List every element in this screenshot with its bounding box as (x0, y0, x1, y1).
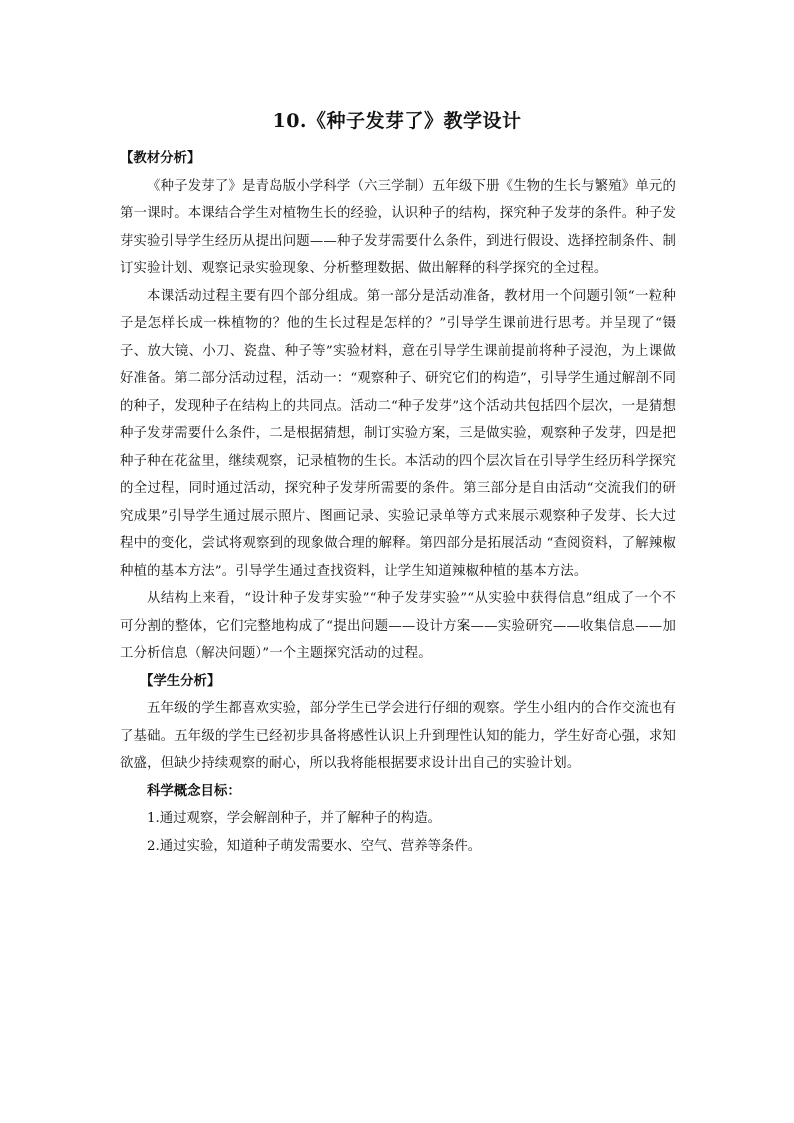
document-body (120, 145, 676, 860)
section-heading-student-analysis: 【学生分析】 (140, 672, 221, 689)
section-heading-textbook-analysis: 【教材分析】 (120, 150, 201, 166)
paragraph-textbook-2: 本课活动过程主要有四个部分组成。第一部分是活动准备，教材用一个问题引领“一粒种子是怎样长成一株植物的？他的生长过程是怎样的？”引导学生课前进行思考。并呈现了“镊子、放大镜、小刀、瓷盘、种子等”实验材料，意在引导学生课前提前将种子浸泡，为上课做好准备。第二部分活动过程，活动一：“观察种子、研究它们的构造”，引导学生通过解剖不同的种子，发现种子在结构上的共同点。活动二“种子发芽”这个活动共包括四个层次，一是猜想种子发芽需要什么条件，二是根据猜想，制订实验方案，三是做实验，观察种子发芽，四是把种子种在花盆里，继续观察，记录植物的生长。本活动的四个层次旨在引导学生经历科学探究的全过程，同时通过活动，探究种子发芽所需要的条件。第三部分是自由活动“交流我们的研究成果”引导学生通过展示照片、图画记录、实验记录单等方式来展示观察种子发芽、长大过程中的变化，尝试将观察到的现象做合理的解释。第四部分是拓展活动 “查阅资料，了解辣椒种植的基本方法”。引导学生通过查找资料，让学生知道辣椒种植的基本方法。 (120, 288, 676, 579)
goal-item-1: 1.通过观察，学会解剖种子，并了解种子的构造。 (147, 811, 441, 826)
goal-item-2: 2.通过实验，知道种子萌发需要水、空气、营养等条件。 (147, 838, 482, 854)
paragraph-students-1: 五年级的学生都喜欢实验，部分学生已学会进行仔细的观察。学生小组内的合作交流也有了基础。五年级的学生已经初步具备将感性认识上升到理性认知的能力，学生好奇心强，求知欲盛，但缺少持续观察的耐心，所以我将能根据要求设计出自己的实验计划。 (120, 701, 676, 771)
section-heading-science-concept-goals: 科学概念目标： (147, 782, 241, 799)
paragraph-textbook-1: 《种子发芽了》是青岛版小学科学（六三学制）五年级下册《生物的生长与繁殖》单元的第一课时。本课结合学生对植物生长的经验，认识种子的结构，探究种子发芽的条件。种子发芽实验引导学生经历从提出问题——种子发芽需要什么条件，到进行假设、选择控制条件、制订实验计划、观察记录实验现象、分析整理数据、做出解释的科学探究的全过程。 (120, 178, 676, 276)
paragraph-textbook-3: 从结构上来看，“设计种子发芽实验”“种子发芽实验”“从实验中获得信息”组成了一个不可分割的整体，它们完整地构成了“提出问题——设计方案——实验研究——收集信息——加工分析信息（解决问题）”一个主题探究活动的过程。 (120, 591, 676, 661)
document-title: 10.《种子发芽了》教学设计 (272, 110, 522, 132)
